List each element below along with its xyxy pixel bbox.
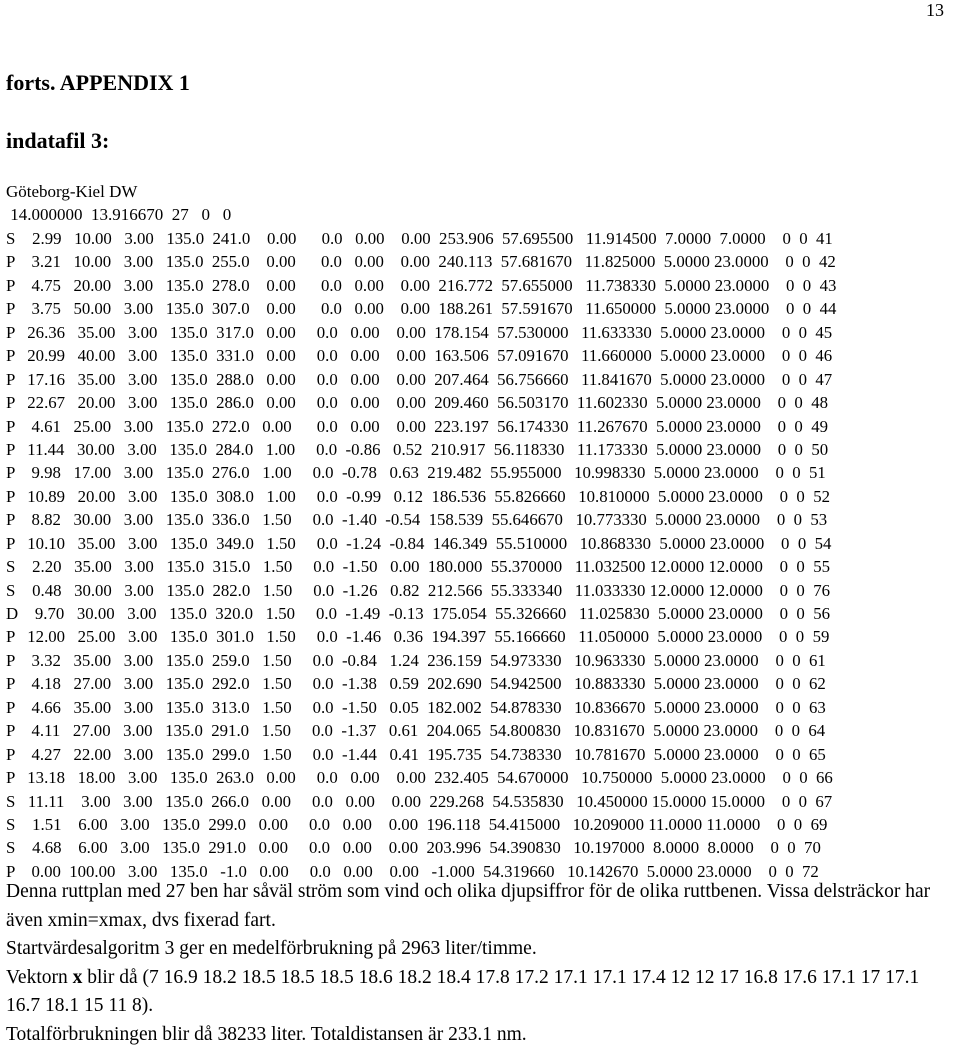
- data-row: P 4.66 35.00 3.00 135.0 313.0 1.50 0.0 -1.50 0.05 182.002 54.878330 10.836670 5.0000 23.0000 0 0 63: [6, 697, 826, 717]
- summary-paragraph-1: Denna ruttplan med 27 ben har såväl ström som vind och olika djupsiffror för de olika ruttbenen. Vissa delsträckor har även xmin=xmax, dvs fixerad fart.: [6, 881, 931, 931]
- data-row: P 22.67 20.00 3.00 135.0 286.0 0.00 0.0 0.00 0.00 209.460 56.503170 11.602330 5.0000 23.0000 0 0 48: [6, 393, 828, 413]
- data-row: S 11.11 3.00 3.00 135.0 266.0 0.00 0.0 0.00 0.00 229.268 54.535830 10.450000 15.0000 15.0000 0 0 67: [6, 791, 833, 811]
- data-row: P 8.82 30.00 3.00 135.0 336.0 1.50 0.0 -1.40 -0.54 158.539 55.646670 10.773330 5.0000 23.0000 0 0 53: [6, 510, 828, 530]
- data-row: S 1.51 6.00 3.00 135.0 299.0 0.00 0.0 0.00 0.00 196.118 54.415000 10.209000 11.0000 11.0000 0 0 69: [6, 814, 828, 834]
- data-row: P 3.21 10.00 3.00 135.0 255.0 0.00 0.0 0.00 0.00 240.113 57.681670 11.825000 5.0000 23.0000 0 0 42: [6, 252, 836, 272]
- route-parameters: 14.000000 13.916670 27 0 0: [6, 205, 232, 224]
- summary-text: [6, 878, 946, 1050]
- data-row: P 4.11 27.00 3.00 135.0 291.0 1.50 0.0 -1.37 0.61 204.065 54.800830 10.831670 5.0000 23.0000 0 0 64: [6, 721, 826, 741]
- data-row: P 17.16 35.00 3.00 135.0 288.0 0.00 0.0 0.00 0.00 207.464 56.756660 11.841670 5.0000 23.0000 0 0 47: [6, 369, 833, 389]
- data-row: P 3.75 50.00 3.00 135.0 307.0 0.00 0.0 0.00 0.00 188.261 57.591670 11.650000 5.0000 23.0000 0 0 44: [6, 299, 837, 319]
- data-row: P 10.89 20.00 3.00 135.0 308.0 1.00 0.0 -0.99 0.12 186.536 55.826660 10.810000 5.0000 23.0000 0 0 52: [6, 486, 830, 506]
- data-row: P 9.98 17.00 3.00 135.0 276.0 1.00 0.0 -0.78 0.63 219.482 55.955000 10.998330 5.0000 23.0000 0 0 51: [6, 463, 826, 483]
- route-name: Göteborg-Kiel DW: [6, 182, 138, 201]
- route-data-table: [6, 227, 960, 883]
- data-row: P 10.10 35.00 3.00 135.0 349.0 1.50 0.0 -1.24 -0.84 146.349 55.510000 10.868330 5.0000 23.0000 0 0 54: [6, 533, 832, 553]
- data-row: P 11.44 30.00 3.00 135.0 284.0 1.00 0.0 -0.86 0.52 210.917 56.118330 11.173330 5.0000 23.0000 0 0 50: [6, 439, 829, 459]
- data-row: S 4.68 6.00 3.00 135.0 291.0 0.00 0.0 0.00 0.00 203.996 54.390830 10.197000 8.0000 8.0000 0 0 70: [6, 838, 821, 858]
- data-row: S 2.99 10.00 3.00 135.0 241.0 0.00 0.0 0.00 0.00 253.906 57.695500 11.914500 7.0000 7.0000 0 0 41: [6, 229, 833, 248]
- appendix-heading: forts. APPENDIX 1: [6, 70, 190, 95]
- data-row: P 3.32 35.00 3.00 135.0 259.0 1.50 0.0 -0.84 1.24 236.159 54.973330 10.963330 5.0000 23.0000 0 0 61: [6, 650, 826, 670]
- data-row: S 0.48 30.00 3.00 135.0 282.0 1.50 0.0 -1.26 0.82 212.566 55.333340 11.033330 12.0000 12.0000 0 0 76: [6, 580, 830, 600]
- vector-values: blir då (7 16.9 18.2 18.5 18.5 18.5 18.6 18.2 18.4 17.8 17.2 17.1 17.1 17.4 12 12 17 16.8 17.6 17.1 17 17.1 16.7 18.1 15 11 8).: [6, 966, 920, 1017]
- data-row: P 20.99 40.00 3.00 135.0 331.0 0.00 0.0 0.00 0.00 163.506 57.091670 11.660000 5.0000 23.0000 0 0 46: [6, 346, 833, 366]
- data-row: P 4.61 25.00 3.00 135.0 272.0 0.00 0.0 0.00 0.00 223.197 56.174330 11.267670 5.0000 23.0000 0 0 49: [6, 416, 828, 436]
- page-number: 13: [926, 0, 944, 20]
- vector-intro: Vektorn: [6, 966, 73, 988]
- data-row: P 4.27 22.00 3.00 135.0 299.0 1.50 0.0 -1.44 0.41 195.735 54.738330 10.781670 5.0000 23.0000 0 0 65: [6, 744, 826, 764]
- data-row: S 2.20 35.00 3.00 135.0 315.0 1.50 0.0 -1.50 0.00 180.000 55.370000 11.032500 12.0000 12.0000 0 0 55: [6, 557, 830, 577]
- data-row: P 4.18 27.00 3.00 135.0 292.0 1.50 0.0 -1.38 0.59 202.690 54.942500 10.883330 5.0000 23.0000 0 0 62: [6, 674, 826, 694]
- data-row: P 13.18 18.00 3.00 135.0 263.0 0.00 0.0 0.00 0.00 232.405 54.670000 10.750000 5.0000 23.0000 0 0 66: [6, 768, 833, 788]
- data-row: D 9.70 30.00 3.00 135.0 320.0 1.50 0.0 -1.49 -0.13 175.054 55.326660 11.025830 5.0000 23.0000 0 0 56: [6, 604, 830, 623]
- input-file-heading: indatafil 3:: [6, 128, 110, 153]
- vector-symbol: x: [72, 966, 83, 988]
- summary-paragraph-2: Startvärdesalgoritm 3 ger en medelförbrukning på 2963 liter/timme.: [6, 938, 537, 960]
- data-row: P 26.36 35.00 3.00 135.0 317.0 0.00 0.0 0.00 0.00 178.154 57.530000 11.633330 5.0000 23.0000 0 0 45: [6, 322, 833, 342]
- data-row: P 12.00 25.00 3.00 135.0 301.0 1.50 0.0 -1.46 0.36 194.397 55.166660 11.050000 5.0000 23.0000 0 0 59: [6, 627, 830, 647]
- data-row: P 0.00 100.00 3.00 135.0 -1.0 0.00 0.0 0.00 0.00 -1.000 54.319660 10.142670 5.0000 23.0000 0 0 72: [6, 861, 819, 881]
- data-row: P 4.75 20.00 3.00 135.0 278.0 0.00 0.0 0.00 0.00 216.772 57.655000 11.738330 5.0000 23.0000 0 0 43: [6, 275, 837, 295]
- summary-paragraph-4: Totalförbrukningen blir då 38233 liter. Totaldistansen är 233.1 nm.: [6, 1023, 527, 1045]
- summary-paragraph-3: [6, 964, 946, 1021]
